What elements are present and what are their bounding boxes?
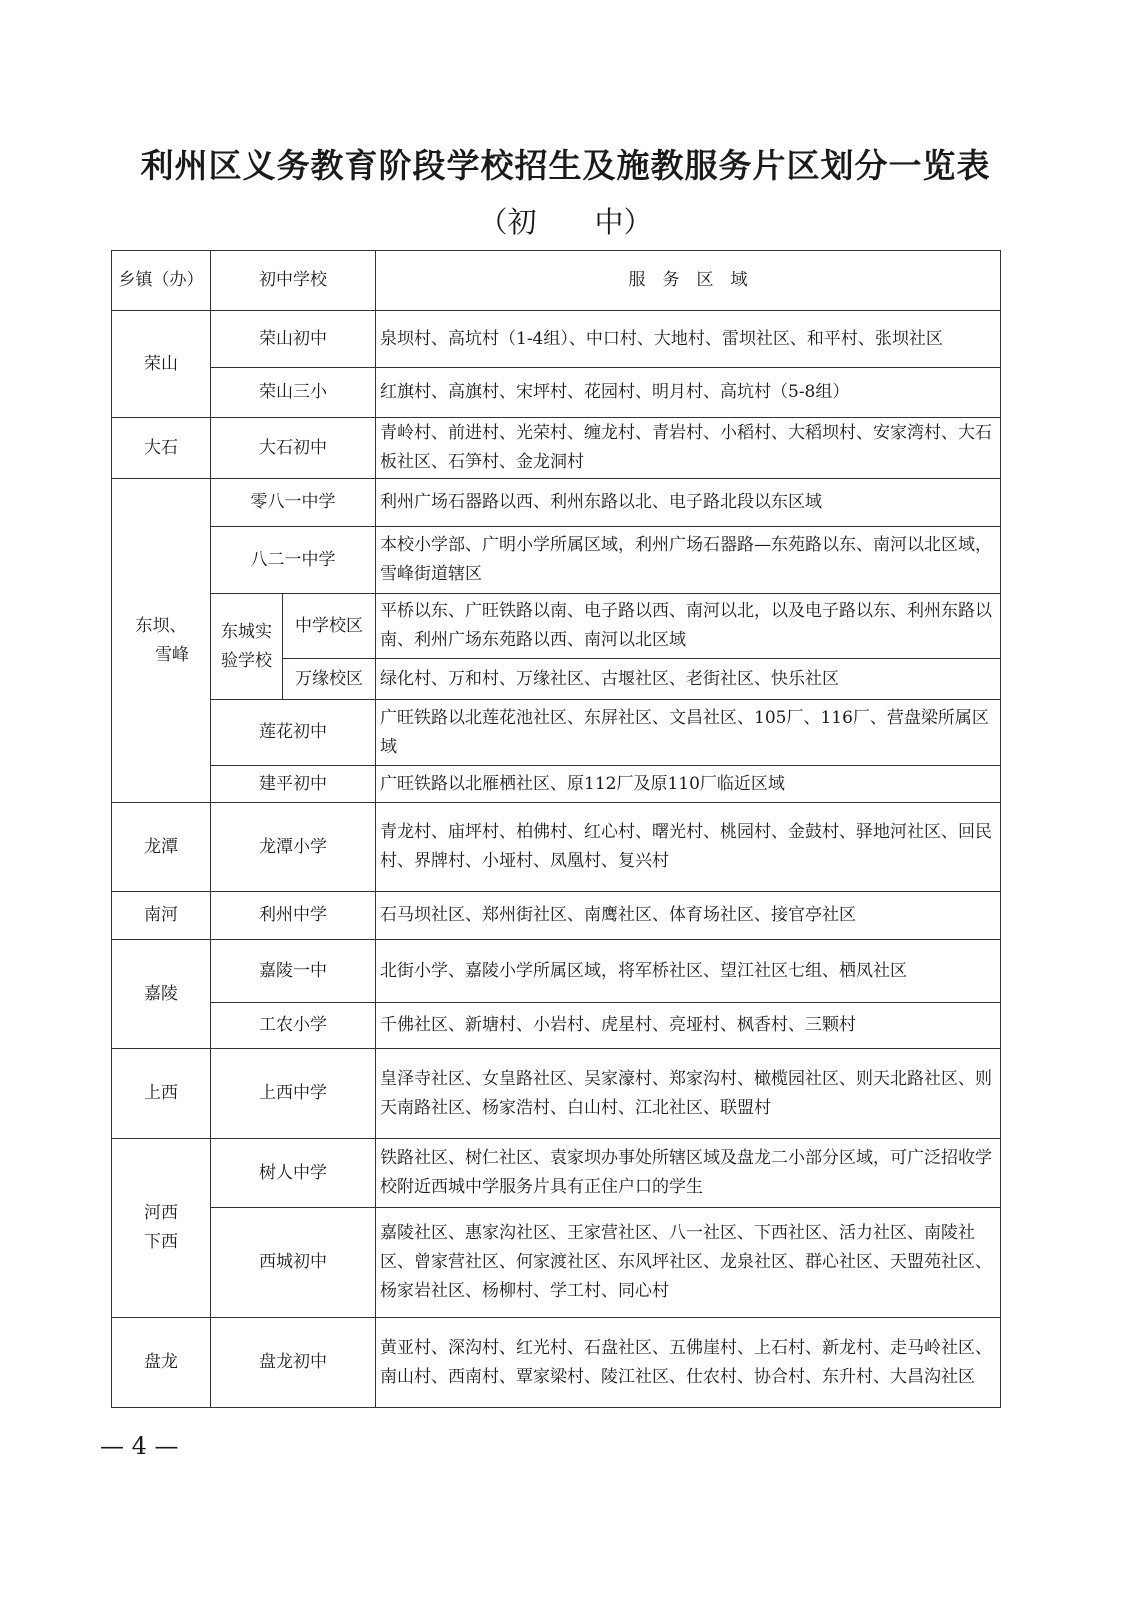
area-cell: 青龙村、庙坪村、柏佛村、红心村、曙光村、桃园村、金鼓村、驿地河社区、回民村、界牌村、小垭村、凤凰村、复兴村 xyxy=(376,803,1001,892)
town-line: 下西 xyxy=(144,1232,178,1252)
table-row xyxy=(112,1208,1001,1318)
town-line: 河西 xyxy=(144,1203,178,1223)
table-row xyxy=(112,1049,1001,1139)
town-cell: 大石 xyxy=(112,418,211,479)
table-header-row xyxy=(112,251,1001,311)
school-cell: 树人中学 xyxy=(211,1139,376,1208)
header-town: 乡镇（办） xyxy=(112,251,211,311)
table-row xyxy=(112,418,1001,479)
school-cell: 工农小学 xyxy=(211,1003,376,1049)
school-line: 东城实 xyxy=(221,621,272,642)
town-cell: 荣山 xyxy=(112,311,211,418)
school-cell: 上西中学 xyxy=(211,1049,376,1139)
school-cell: 莲花初中 xyxy=(211,700,376,766)
table-row xyxy=(112,892,1001,940)
area-cell: 本校小学部、广明小学所属区域，利州广场石器路—东苑路以东、南河以北区域，雪峰街道辖区 xyxy=(376,527,1001,594)
town-cell: 盘龙 xyxy=(112,1318,211,1408)
town-cell xyxy=(112,479,211,803)
document-subtitle: （初 中） xyxy=(478,205,653,239)
area-cell: 黄亚村、深沟村、红光村、石盘社区、五佛崖村、上石村、新龙村、走马岭社区、南山村、西南村、覃家梁村、陵江社区、仕农村、协合村、东升村、大昌沟社区 xyxy=(376,1318,1001,1408)
school-cell: 荣山初中 xyxy=(211,311,376,368)
town-line: 雪峰 xyxy=(155,644,189,665)
school-cell: 建平初中 xyxy=(211,766,376,803)
school-cell: 嘉陵一中 xyxy=(211,940,376,1003)
area-cell: 嘉陵社区、惠家沟社区、王家营社区、八一社区、下西社区、活力社区、南陵社区、曾家营社区、何家渡社区、东风坪社区、龙泉社区、群心社区、天盟苑社区、杨家岩社区、杨柳村、学工村、同心村 xyxy=(376,1208,1001,1318)
school-cell: 利州中学 xyxy=(211,892,376,940)
table-row xyxy=(112,700,1001,766)
school-cell: 大石初中 xyxy=(211,418,376,479)
area-cell: 广旺铁路以北雁栖社区、原112厂及原110厂临近区域 xyxy=(376,766,1001,803)
school-cell: 盘龙初中 xyxy=(211,1318,376,1408)
area-cell: 铁路社区、树仁社区、袁家坝办事处所辖区域及盘龙二小部分区域，可广泛招收学校附近西城中学服务片具有正住户口的学生 xyxy=(376,1139,1001,1208)
table-row xyxy=(112,479,1001,527)
town-line: 东坝、 xyxy=(135,615,187,636)
header-school: 初中学校 xyxy=(211,251,376,311)
school-cell: 荣山三小 xyxy=(211,368,376,418)
school-cell: 龙潭小学 xyxy=(211,803,376,892)
area-cell: 北街小学、嘉陵小学所属区域，将军桥社区、望江社区七组、栖凤社区 xyxy=(376,940,1001,1003)
area-cell: 广旺铁路以北莲花池社区、东屏社区、文昌社区、105厂、116厂、营盘梁所属区域 xyxy=(376,700,1001,766)
table-row xyxy=(112,940,1001,1003)
town-cell: 嘉陵 xyxy=(112,940,211,1049)
area-cell: 利州广场石器路以西、利州东路以北、电子路北段以东区域 xyxy=(376,479,1001,527)
table-row xyxy=(112,1003,1001,1049)
area-cell: 石马坝社区、郑州街社区、南鹰社区、体育场社区、接官亭社区 xyxy=(376,892,1001,940)
school-cell: 西城初中 xyxy=(211,1208,376,1318)
table-row xyxy=(112,803,1001,892)
town-cell: 南河 xyxy=(112,892,211,940)
area-cell: 红旗村、高旗村、宋坪村、花园村、明月村、高坑村（5-8组） xyxy=(376,368,1001,418)
table-row xyxy=(112,766,1001,803)
school-cell xyxy=(211,594,283,700)
page-number: — 4 — xyxy=(100,1432,179,1460)
table-row xyxy=(112,594,1001,659)
table-row xyxy=(112,1139,1001,1208)
area-cell: 青岭村、前进村、光荣村、缠龙村、青岩村、小稻村、大稻坝村、安家湾村、大石板社区、石笋村、金龙洞村 xyxy=(376,418,1001,479)
area-cell: 千佛社区、新塘村、小岩村、虎星村、亮垭村、枫香村、三颗村 xyxy=(376,1003,1001,1049)
table-row xyxy=(112,311,1001,368)
table-row xyxy=(112,527,1001,594)
school-line: 验学校 xyxy=(221,650,272,671)
school-cell: 八二一中学 xyxy=(211,527,376,594)
district-table xyxy=(111,250,1001,1408)
campus-cell: 中学校区 xyxy=(283,594,376,659)
area-cell: 泉坝村、高坑村（1-4组）、中口村、大地村、雷坝社区、和平村、张坝社区 xyxy=(376,311,1001,368)
campus-cell: 万缘校区 xyxy=(283,659,376,700)
town-cell: 上西 xyxy=(112,1049,211,1139)
table-row xyxy=(112,368,1001,418)
header-area: 服 务 区 域 xyxy=(376,251,1001,311)
table-row xyxy=(112,1318,1001,1408)
town-cell xyxy=(112,1139,211,1318)
school-cell: 零八一中学 xyxy=(211,479,376,527)
town-cell: 龙潭 xyxy=(112,803,211,892)
document-title: 利州区义务教育阶段学校招生及施教服务片区划分一览表 xyxy=(140,146,991,185)
area-cell: 平桥以东、广旺铁路以南、电子路以西、南河以北，以及电子路以东、利州东路以南、利州广场东苑路以西、南河以北区域 xyxy=(376,594,1001,659)
area-cell: 皇泽寺社区、女皇路社区、吴家濠村、郑家沟村、橄榄园社区、则天北路社区、则天南路社区、杨家浩村、白山村、江北社区、联盟村 xyxy=(376,1049,1001,1139)
area-cell: 绿化村、万和村、万缘社区、古堰社区、老街社区、快乐社区 xyxy=(376,659,1001,700)
